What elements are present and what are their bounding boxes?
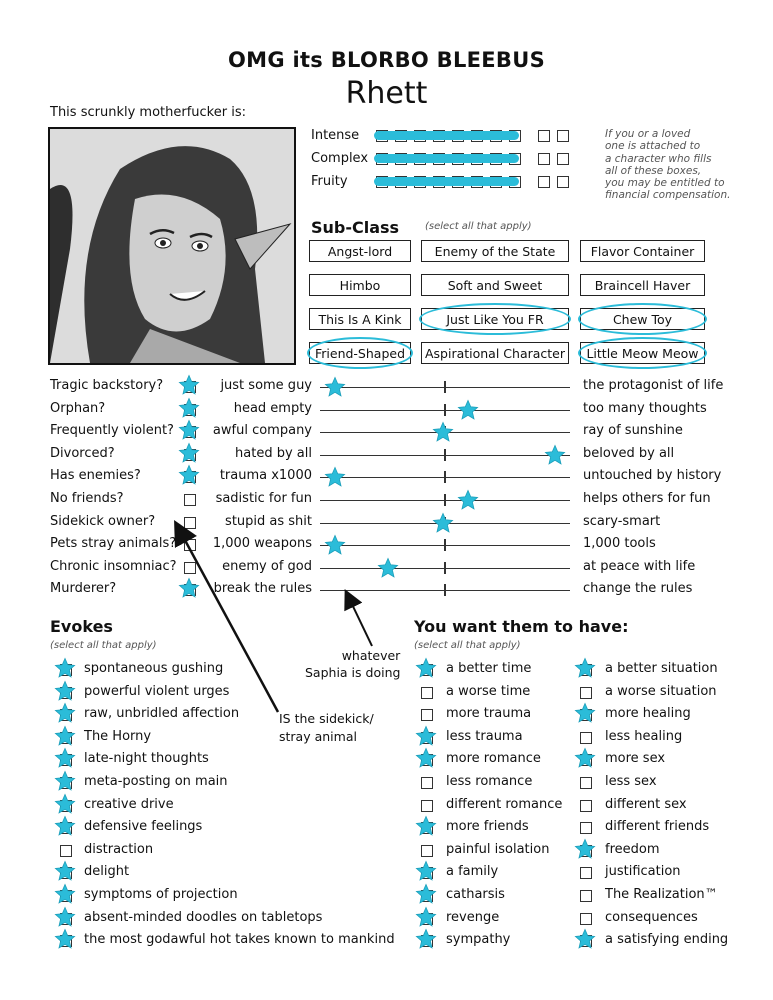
want-checkbox[interactable] bbox=[421, 800, 433, 812]
question-label: Chronic insomniac? bbox=[50, 559, 177, 574]
arrow-to-sliders bbox=[349, 598, 372, 646]
want-item-label: a family bbox=[446, 864, 499, 879]
slider-right-label: too many thoughts bbox=[583, 401, 707, 416]
evokes-star-icon bbox=[54, 928, 76, 950]
slider-right-label: ray of sunshine bbox=[583, 423, 683, 438]
evokes-item-label: absent-minded doodles on tabletops bbox=[84, 910, 323, 925]
intro-text: This scrunkly motherfucker is: bbox=[50, 105, 246, 120]
want-item-label: more trauma bbox=[446, 706, 532, 721]
want-item-label: more friends bbox=[446, 819, 529, 834]
want-item-label: more sex bbox=[605, 751, 666, 766]
want-checkbox[interactable] bbox=[580, 913, 592, 925]
evokes-item-label: defensive feelings bbox=[84, 819, 203, 834]
want-checkbox[interactable] bbox=[580, 777, 592, 789]
slider-left-label: just some guy bbox=[220, 378, 312, 393]
question-label: Murderer? bbox=[50, 581, 117, 596]
evokes-star-icon bbox=[54, 793, 76, 815]
want-item-label: different romance bbox=[446, 797, 563, 812]
subclass-option[interactable]: Little Meow Meow bbox=[580, 342, 705, 364]
evokes-star-icon bbox=[54, 747, 76, 769]
want-checkbox[interactable] bbox=[580, 890, 592, 902]
character-name: Rhett bbox=[345, 76, 428, 111]
want-star-icon bbox=[574, 657, 596, 679]
evokes-star-icon bbox=[54, 860, 76, 882]
question-label: No friends? bbox=[50, 491, 124, 506]
want-item-label: a better situation bbox=[605, 661, 718, 676]
subclass-option[interactable]: Just Like You FR bbox=[421, 308, 569, 330]
slider-left-label: awful company bbox=[212, 423, 312, 438]
subclass-option[interactable]: Angst-lord bbox=[309, 240, 411, 262]
want-star-icon bbox=[415, 815, 437, 837]
want-checkbox[interactable] bbox=[421, 709, 433, 721]
evokes-item-label: powerful violent urges bbox=[84, 684, 230, 699]
want-checkbox[interactable] bbox=[580, 732, 592, 744]
subclass-option[interactable]: Flavor Container bbox=[580, 240, 705, 262]
want-item-label: revenge bbox=[446, 910, 500, 925]
meter-label-2: Fruity bbox=[311, 174, 348, 189]
evokes-item-label: meta-posting on main bbox=[84, 774, 228, 789]
subclass-option[interactable]: Himbo bbox=[309, 274, 411, 296]
want-item-label: less romance bbox=[446, 774, 533, 789]
want-star-icon bbox=[574, 702, 596, 724]
questions-note-line1: IS the sidekick/ bbox=[279, 711, 374, 726]
question-label: Frequently violent? bbox=[50, 423, 174, 438]
want-checkbox[interactable] bbox=[580, 800, 592, 812]
evokes-item-label: late-night thoughts bbox=[84, 751, 209, 766]
want-item-label: consequences bbox=[605, 910, 698, 925]
want-checkbox[interactable] bbox=[580, 867, 592, 879]
want-checkbox[interactable] bbox=[580, 687, 592, 699]
subclass-option[interactable]: Enemy of the State bbox=[421, 240, 569, 262]
want-checkbox[interactable] bbox=[421, 845, 433, 857]
want-item-label: a worse situation bbox=[605, 684, 717, 699]
want-item-label: catharsis bbox=[446, 887, 505, 902]
meter-label-0: Intense bbox=[311, 128, 360, 143]
subclass-option[interactable]: Braincell Haver bbox=[580, 274, 705, 296]
slider-right-label: scary-smart bbox=[583, 514, 661, 529]
want-item-label: freedom bbox=[605, 842, 660, 857]
meter-note: If you or a loved one is attached to a character who fills all of these boxes, you may be entitled to financial compensation. bbox=[605, 128, 731, 202]
want-item-label: different sex bbox=[605, 797, 687, 812]
question-label: Pets stray animals? bbox=[50, 536, 177, 551]
evokes-star-icon bbox=[54, 883, 76, 905]
want-star-icon bbox=[415, 725, 437, 747]
slider-left-label: 1,000 weapons bbox=[212, 536, 312, 551]
want-star-icon bbox=[415, 747, 437, 769]
want-item-label: less trauma bbox=[446, 729, 523, 744]
want-star-icon bbox=[574, 747, 596, 769]
want-heading: You want them to have: bbox=[414, 617, 629, 636]
evokes-item-label: creative drive bbox=[84, 797, 174, 812]
question-label: Divorced? bbox=[50, 446, 115, 461]
evokes-star-icon bbox=[54, 657, 76, 679]
evokes-star-icon bbox=[54, 680, 76, 702]
evokes-item-label: distraction bbox=[84, 842, 154, 857]
slider-left-label: hated by all bbox=[235, 446, 312, 461]
questions-note-line2: stray animal bbox=[279, 729, 357, 744]
slider-left-label: stupid as shit bbox=[225, 514, 312, 529]
subclass-hint: (select all that apply) bbox=[425, 221, 532, 232]
slider-right-label: 1,000 tools bbox=[583, 536, 656, 551]
subclass-option[interactable]: Friend-Shaped bbox=[309, 342, 411, 364]
question-label: Orphan? bbox=[50, 401, 106, 416]
subclass-option[interactable]: Soft and Sweet bbox=[421, 274, 569, 296]
want-star-icon bbox=[415, 906, 437, 928]
want-item-label: less healing bbox=[605, 729, 683, 744]
slider-left-label: sadistic for fun bbox=[215, 491, 312, 506]
want-checkbox[interactable] bbox=[421, 687, 433, 699]
slider-right-label: untouched by history bbox=[583, 468, 722, 483]
evokes-item-label: The Horny bbox=[84, 729, 152, 744]
subclass-option[interactable]: Aspirational Character bbox=[421, 342, 569, 364]
want-hint: (select all that apply) bbox=[414, 640, 521, 651]
want-item-label: a better time bbox=[446, 661, 532, 676]
want-item-label: The Realization™ bbox=[605, 887, 718, 902]
sliders-note-line1: whatever bbox=[341, 648, 401, 663]
meter-label-1: Complex bbox=[311, 151, 369, 166]
want-star-icon bbox=[415, 860, 437, 882]
sliders-note-line2: Saphia is doing bbox=[305, 665, 401, 680]
evokes-heading: Evokes bbox=[50, 617, 113, 636]
want-checkbox[interactable] bbox=[580, 822, 592, 834]
want-checkbox[interactable] bbox=[421, 777, 433, 789]
want-item-label: painful isolation bbox=[446, 842, 550, 857]
want-item-label: a satisfying ending bbox=[605, 932, 729, 947]
slider-left-label: enemy of god bbox=[222, 559, 312, 574]
want-item-label: different friends bbox=[605, 819, 710, 834]
evokes-item-label: spontaneous gushing bbox=[84, 661, 224, 676]
slider-right-label: beloved by all bbox=[583, 446, 675, 461]
want-star-icon bbox=[574, 928, 596, 950]
subclass-heading: Sub-Class bbox=[311, 218, 400, 237]
page-title: OMG its BLORBO BLEEBUS bbox=[227, 48, 546, 72]
want-item-label: sympathy bbox=[446, 932, 511, 947]
evokes-hint: (select all that apply) bbox=[50, 640, 157, 651]
slider-left-label: trauma x1000 bbox=[219, 468, 312, 483]
evokes-star-icon bbox=[54, 702, 76, 724]
slider-left-label: break the rules bbox=[213, 581, 312, 596]
want-item-label: justification bbox=[605, 864, 681, 879]
evokes-item-label: symptoms of projection bbox=[84, 887, 238, 902]
subclass-option[interactable]: This Is A Kink bbox=[309, 308, 411, 330]
slider-right-label: at peace with life bbox=[583, 559, 696, 574]
want-item-label: a worse time bbox=[446, 684, 531, 699]
want-item-label: more healing bbox=[605, 706, 691, 721]
want-item-label: less sex bbox=[605, 774, 657, 789]
slider-right-label: helps others for fun bbox=[583, 491, 711, 506]
want-star-icon bbox=[415, 657, 437, 679]
question-label: Sidekick owner? bbox=[50, 514, 156, 529]
evokes-star-icon bbox=[54, 906, 76, 928]
want-star-icon bbox=[415, 928, 437, 950]
evokes-star-icon bbox=[54, 725, 76, 747]
evokes-checkbox[interactable] bbox=[60, 845, 72, 857]
want-item-label: more romance bbox=[446, 751, 541, 766]
slider-left-label: head empty bbox=[233, 401, 312, 416]
question-label: Tragic backstory? bbox=[50, 378, 164, 393]
question-label: Has enemies? bbox=[50, 468, 141, 483]
evokes-item-label: the most godawful hot takes known to mankind bbox=[84, 932, 395, 947]
slider-right-label: change the rules bbox=[583, 581, 693, 596]
want-star-icon bbox=[415, 883, 437, 905]
subclass-option[interactable]: Chew Toy bbox=[580, 308, 705, 330]
evokes-item-label: raw, unbridled affection bbox=[84, 706, 240, 721]
want-star-icon bbox=[574, 838, 596, 860]
evokes-item-label: delight bbox=[84, 864, 130, 879]
evokes-star-icon bbox=[54, 770, 76, 792]
evokes-star-icon bbox=[54, 815, 76, 837]
slider-right-label: the protagonist of life bbox=[583, 378, 724, 393]
